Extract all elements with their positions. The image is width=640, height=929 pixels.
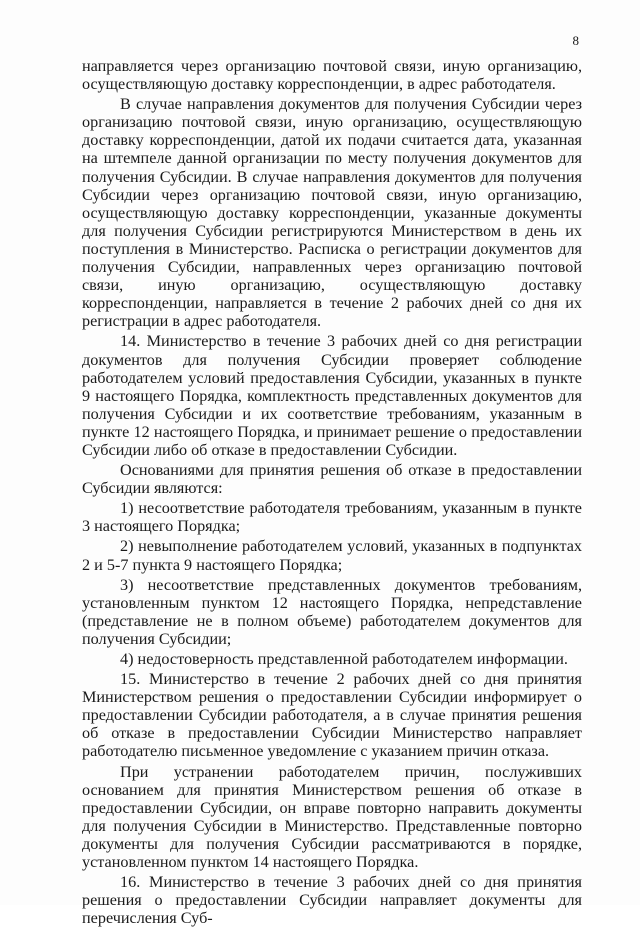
list-item-ground-3: 3) несоответствие представленных документов требованиям, установленным пунктом 12 настоящего Порядка, непредставление (представление не в полном объеме) работодателем документов для получения Субсидии; [82,575,582,648]
list-item-ground-2: 2) невыполнение работодателем условий, указанных в подпунктах 2 и 5-7 пункта 9 настоящего Порядка; [82,537,582,574]
paragraph-mail-submission: В случае направления документов для получения Субсидии через организацию почтовой связи, иную организацию, осуществляющую доставку корреспонденции, датой их подачи считается дата, указанная на штемпеле данной организации по месту получения документов для получения Субсидии. В случае направления документов для получения Субсидии через организацию почтовой связи, иную организацию, осуществляющую доставку корреспонденции, указанные документы для получения Субсидии регистрируются Министерством в день их поступления в Министерство. Расписка о регистрации документов для получения Субсидии, направленных через организацию почтовой связи, иную организацию, осуществляющую доставку корреспонденции, направляется в течение 2 рабочих дней со дня их регистрации в адрес работодателя. [82,95,582,331]
body-text [82,57,582,929]
list-item-ground-4: 4) недостоверность представленной работодателем информации. [120,650,568,668]
paragraph-clause-16: 16. Министерство в течение 3 рабочих дней со дня принятия решения о предоставлении Субсидии направляет документы для перечисления Суб- [82,873,582,928]
paragraph-clause-15: 15. Министерство в течение 2 рабочих дней со дня принятия Министерством решения о предоставлении Субсидии информирует о предоставлении Субсидии работодателя, а в случае принятия решения об отказе в предоставлении Субсидии Министерство направляет работодателю письменное уведомление с указанием причин отказа. [82,670,582,761]
paragraph-clause-14: 14. Министерство в течение 3 рабочих дней со дня регистрации документов для получения Субсидии проверяет соблюдение работодателем условий предоставления Субсидии, указанных в пункте 9 настоящего Порядка, комплектность представленных документов для получения Субсидии и их соответствие требованиям, указанным в пункте 12 настоящего Порядка, и принимает решение о предоставлении Субсидии либо об отказе в предоставлении Субсидии. [82,332,582,459]
list-item-ground-1: 1) несоответствие работодателя требованиям, указанным в пункте 3 настоящего Порядка; [82,499,582,536]
paragraph-refusal-grounds: Основаниями для принятия решения об отказе в предоставлении Субсидии являются: [82,461,582,498]
paragraph-continuation: направляется через организацию почтовой связи, иную организацию, осуществляющую доставку корреспонденции, в адрес работодателя. [82,57,582,94]
paragraph-resubmission: При устранении работодателем причин, послуживших основанием для принятия Министерством решения об отказе в предоставлении Субсидии, он вправе повторно направить документы для получения Субсидии в Министерство. Представленные повторно документы для получения Субсидии рассматриваются в порядке, установленном пунктом 14 настоящего Порядка. [82,762,582,872]
page-number: 8 [572,33,579,48]
